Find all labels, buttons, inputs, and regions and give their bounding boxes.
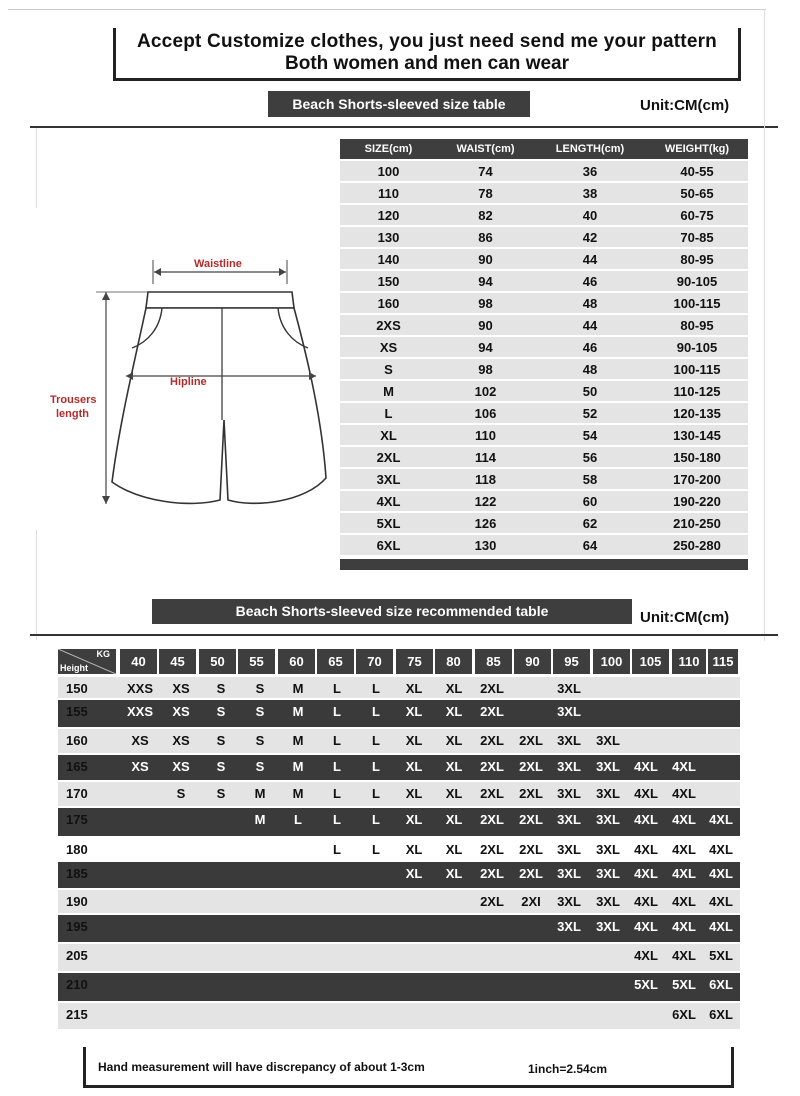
size-cell: L — [372, 759, 380, 774]
measurement-note: Hand measurement will have discrepancy of about 1-3cm — [98, 1060, 425, 1074]
size-cell: 4XL — [672, 948, 696, 963]
table-row — [340, 315, 748, 335]
table-cell: 140 — [377, 251, 400, 267]
size-cell: XXS — [126, 704, 153, 719]
height-kg-corner — [58, 649, 116, 674]
size-cell: 4XL — [672, 759, 696, 774]
size-cell: 2XL — [519, 812, 543, 827]
size-cell: 3XL — [557, 786, 581, 801]
size-cell: 2XL — [519, 866, 543, 881]
size-cell: XL — [405, 704, 423, 719]
table-cell: 2XL — [376, 449, 401, 465]
size-cell: 4XL — [672, 919, 696, 934]
size-cell: L — [333, 812, 341, 827]
size-cell: L — [333, 681, 341, 696]
size-cell: 4XL — [634, 759, 658, 774]
table-cell: 40-55 — [680, 163, 714, 179]
height-value: 210 — [66, 977, 88, 992]
size-cell: 2XI — [521, 894, 541, 909]
table-cell: 48 — [582, 361, 598, 377]
table-cell: 60-75 — [680, 207, 714, 223]
size-cell: 3XL — [596, 894, 620, 909]
size-cell: XS — [172, 759, 190, 774]
size-cell: 3XL — [596, 842, 620, 857]
table-cell: 90 — [478, 251, 493, 267]
table-cell: 48 — [582, 295, 598, 311]
table-cell: 38 — [582, 185, 598, 201]
size-cell: L — [333, 733, 341, 748]
size-cell: XL — [405, 866, 423, 881]
size-cell: S — [216, 759, 226, 774]
table-cell: 52 — [582, 405, 598, 421]
table-row — [340, 337, 748, 357]
height-value: 170 — [66, 786, 88, 801]
table-cell: 90-105 — [676, 273, 718, 289]
size-cell: M — [292, 759, 304, 774]
size-cell: 4XL — [709, 919, 733, 934]
size-cell: M — [292, 786, 304, 801]
table-cell: 94 — [478, 273, 493, 289]
size-cell: 2XL — [519, 786, 543, 801]
table-row — [340, 491, 748, 511]
table-cell: 58 — [582, 471, 598, 487]
height-value: 175 — [66, 812, 88, 827]
size-cell: 5XL — [709, 948, 733, 963]
weight-column-header: 90 — [514, 649, 551, 674]
column-header-weight: WEIGHT(kg) — [664, 143, 730, 155]
table-row — [340, 293, 748, 313]
hipline-label: Hipline — [170, 376, 207, 388]
table-cell: 44 — [582, 317, 598, 333]
table-row — [340, 359, 748, 379]
height-value: 215 — [66, 1007, 88, 1022]
size-cell: 4XL — [634, 919, 658, 934]
size-cell: 4XL — [709, 842, 733, 857]
size-cell: XL — [445, 866, 463, 881]
size-cell: XL — [445, 786, 463, 801]
size-cell: 3XL — [557, 866, 581, 881]
waistline-label: Waistline — [194, 258, 242, 270]
recommend-table-unit: Unit:CM(cm) — [640, 609, 730, 626]
table-cell: 122 — [474, 493, 497, 509]
shorts-diagram — [40, 250, 340, 520]
size-cell: XL — [405, 842, 423, 857]
size-cell: 4XL — [634, 842, 658, 857]
weight-column-header: 115 — [708, 649, 738, 674]
table-cell: S — [384, 361, 393, 377]
size-table-title: Beach Shorts-sleeved size table — [268, 91, 530, 117]
table-cell: 50 — [582, 383, 598, 399]
size-cell: 4XL — [634, 786, 658, 801]
size-cell: S — [216, 704, 226, 719]
table-cell: 44 — [582, 251, 598, 267]
size-cell: XL — [445, 704, 463, 719]
size-cell: XL — [445, 842, 463, 857]
size-cell: XS — [131, 733, 149, 748]
table-cell: 6XL — [376, 537, 401, 553]
size-cell: L — [294, 812, 302, 827]
size-cell: 3XL — [557, 759, 581, 774]
size-cell: 2XL — [480, 866, 504, 881]
size-cell: 3XL — [596, 866, 620, 881]
size-cell: 4XL — [634, 812, 658, 827]
size-cell: XL — [405, 759, 423, 774]
size-cell: S — [216, 733, 226, 748]
table-cell: 74 — [478, 163, 493, 179]
size-cell: 6XL — [709, 1007, 733, 1022]
size-cell: 2XL — [480, 681, 504, 696]
header-line-2: Both women and men can wear — [285, 53, 569, 74]
table-row — [340, 469, 748, 489]
top-border — [8, 9, 766, 10]
table-cell: 36 — [582, 163, 598, 179]
size-cell: S — [216, 786, 226, 801]
table-cell: 82 — [478, 207, 493, 223]
trousers-length-label-1: Trousers — [50, 394, 97, 406]
table-cell: 98 — [478, 295, 493, 311]
table-row — [340, 447, 748, 467]
weight-column-header: 65 — [317, 649, 354, 674]
size-cell: 2XL — [519, 759, 543, 774]
table-cell: XL — [380, 427, 397, 443]
size-cell: S — [255, 733, 265, 748]
height-value: 150 — [66, 681, 88, 696]
size-cell: XL — [445, 759, 463, 774]
height-value: 185 — [66, 866, 88, 881]
size-cell: S — [176, 786, 186, 801]
table-cell: 86 — [478, 229, 493, 245]
height-value: 190 — [66, 894, 88, 909]
size-cell: 5XL — [634, 977, 658, 992]
size-cell: 3XL — [596, 733, 620, 748]
size-cell: 3XL — [557, 704, 581, 719]
size-cell: 2XL — [519, 733, 543, 748]
size-cell: 6XL — [709, 977, 733, 992]
table-cell: 110 — [378, 185, 399, 201]
size-cell: XL — [445, 812, 463, 827]
weight-column-header: 75 — [396, 649, 433, 674]
size-cell: XL — [445, 681, 463, 696]
size-cell: S — [255, 759, 265, 774]
table-row — [340, 227, 748, 247]
table-cell: 170-200 — [673, 471, 721, 487]
size-cell: 3XL — [596, 812, 620, 827]
table-row — [340, 183, 748, 203]
table-row — [340, 161, 748, 181]
size-cell: XS — [131, 759, 149, 774]
size-cell: 4XL — [672, 866, 696, 881]
size-cell: 6XL — [672, 1007, 696, 1022]
size-cell: L — [333, 704, 341, 719]
height-label: Height — [60, 663, 88, 673]
size-cell: S — [255, 704, 265, 719]
height-value: 165 — [66, 759, 88, 774]
height-value: 180 — [66, 842, 88, 857]
size-cell: M — [292, 733, 304, 748]
table-cell: 130 — [474, 537, 497, 553]
size-cell: XXS — [126, 681, 153, 696]
size-cell: 4XL — [634, 948, 658, 963]
header-line-1: Accept Customize clothes, you just need send me your pattern — [136, 31, 717, 52]
table-cell: 210-250 — [673, 515, 721, 531]
size-cell: 3XL — [596, 786, 620, 801]
size-cell: XL — [405, 681, 423, 696]
table-cell: 100-115 — [673, 361, 721, 377]
height-value: 160 — [66, 733, 88, 748]
size-cell: 3XL — [596, 919, 620, 934]
table-cell: L — [384, 405, 393, 421]
weight-column-header: 55 — [238, 649, 275, 674]
divider-rule — [30, 126, 778, 128]
size-table-footer-bar — [340, 559, 748, 570]
recommend-table-title: Beach Shorts-sleeved size recommended table — [152, 599, 632, 624]
table-cell: 4XL — [376, 493, 401, 509]
size-cell: L — [372, 733, 380, 748]
size-cell: 4XL — [709, 866, 733, 881]
table-cell: 50-65 — [680, 185, 714, 201]
table-cell: 106 — [474, 405, 497, 421]
table-row — [340, 249, 748, 269]
size-table — [340, 139, 748, 570]
table-row — [340, 205, 748, 225]
table-row — [340, 535, 748, 555]
table-row — [340, 403, 748, 423]
table-cell: 160 — [377, 295, 400, 311]
size-cell: XL — [405, 786, 423, 801]
size-cell: L — [372, 704, 380, 719]
table-cell: 94 — [478, 339, 493, 355]
size-table-unit: Unit:CM(cm) — [640, 97, 730, 114]
height-value: 205 — [66, 948, 88, 963]
size-cell: S — [255, 681, 265, 696]
table-row — [58, 1003, 740, 1029]
left-border — [36, 128, 37, 208]
table-row — [340, 425, 748, 445]
table-cell: XS — [379, 339, 398, 355]
size-cell: 2XL — [480, 759, 504, 774]
size-cell: 2XL — [480, 842, 504, 857]
table-cell: 120 — [377, 207, 400, 223]
table-row — [340, 381, 748, 401]
right-border — [764, 9, 765, 641]
size-cell: 3XL — [557, 681, 581, 696]
table-cell: 62 — [582, 515, 598, 531]
table-cell: 78 — [478, 185, 493, 201]
table-cell: 120-135 — [673, 405, 721, 421]
weight-column-header: 100 — [593, 649, 630, 674]
table-cell: 190-220 — [673, 493, 721, 509]
table-cell: 110-125 — [673, 383, 721, 399]
size-cell: 2XL — [480, 733, 504, 748]
column-header-size: SIZE(cm) — [364, 143, 413, 155]
size-cell: 4XL — [672, 812, 696, 827]
table-cell: 100-115 — [673, 295, 721, 311]
size-cell: 3XL — [557, 842, 581, 857]
size-cell: XS — [172, 681, 190, 696]
size-cell: S — [216, 681, 226, 696]
table-cell: 54 — [582, 427, 598, 443]
size-cell: L — [372, 681, 380, 696]
size-cell: 2XL — [480, 894, 504, 909]
size-cell: 3XL — [596, 759, 620, 774]
size-cell: L — [333, 842, 341, 857]
table-cell: 150 — [377, 273, 400, 289]
table-cell: 46 — [582, 339, 598, 355]
size-cell: L — [372, 842, 380, 857]
size-table-header — [340, 139, 748, 159]
weight-column-header: 95 — [553, 649, 590, 674]
weight-column-header: 70 — [356, 649, 393, 674]
left-border — [36, 530, 37, 640]
size-cell: 4XL — [709, 812, 733, 827]
size-cell: XS — [172, 704, 190, 719]
size-cell: 2XL — [480, 812, 504, 827]
size-cell: L — [372, 786, 380, 801]
weight-column-header: 45 — [159, 649, 196, 674]
table-cell: 56 — [582, 449, 598, 465]
size-cell: XL — [405, 812, 423, 827]
inch-conversion: 1inch=2.54cm — [528, 1062, 608, 1076]
table-cell: 126 — [474, 515, 497, 531]
table-cell: 150-180 — [673, 449, 721, 465]
size-cell: 3XL — [557, 894, 581, 909]
table-cell: 60 — [582, 493, 598, 509]
size-cell: 4XL — [634, 894, 658, 909]
column-header-waist: WAIST(cm) — [456, 143, 515, 155]
size-cell: 4XL — [634, 866, 658, 881]
size-cell: XL — [445, 733, 463, 748]
size-cell: XL — [405, 733, 423, 748]
size-cell: M — [292, 704, 304, 719]
size-cell: 5XL — [672, 977, 696, 992]
table-cell: 46 — [582, 273, 598, 289]
table-cell: M — [383, 383, 394, 399]
weight-column-header: 105 — [632, 649, 669, 674]
height-value: 155 — [66, 704, 88, 719]
size-cell: 4XL — [672, 842, 696, 857]
table-cell: 90 — [478, 317, 493, 333]
table-cell: 250-280 — [673, 537, 721, 553]
size-cell: 2XL — [480, 704, 504, 719]
table-cell: 90-105 — [676, 339, 718, 355]
table-cell: 5XL — [376, 515, 401, 531]
table-cell: 42 — [582, 229, 598, 245]
size-cell: M — [254, 786, 266, 801]
table-row — [340, 513, 748, 533]
size-cell: L — [372, 812, 380, 827]
weight-column-header: 110 — [672, 649, 706, 674]
weight-column-header: 50 — [199, 649, 236, 674]
table-cell: 98 — [478, 361, 493, 377]
size-cell: 4XL — [709, 894, 733, 909]
size-cell: XS — [172, 733, 190, 748]
weight-column-header: 80 — [435, 649, 472, 674]
trousers-length-label-2: length — [56, 408, 89, 420]
size-cell: M — [254, 812, 266, 827]
table-cell: 114 — [475, 449, 496, 465]
size-cell: 3XL — [557, 733, 581, 748]
table-cell: 130 — [377, 229, 400, 245]
column-header-length: LENGTH(cm) — [555, 143, 625, 155]
size-cell: 4XL — [672, 894, 696, 909]
table-cell: 70-85 — [680, 229, 714, 245]
size-cell: 3XL — [557, 812, 581, 827]
weight-column-header: 60 — [278, 649, 315, 674]
size-table-body — [340, 161, 748, 555]
weight-column-header: 40 — [120, 649, 157, 674]
size-cell: L — [333, 786, 341, 801]
size-cell: 3XL — [557, 919, 581, 934]
size-cell: 2XL — [519, 842, 543, 857]
weight-column-header: 85 — [475, 649, 512, 674]
table-row — [340, 271, 748, 291]
table-cell: 64 — [582, 537, 598, 553]
table-cell: 102 — [474, 383, 497, 399]
table-cell: 2XS — [376, 317, 401, 333]
table-cell: 40 — [582, 207, 598, 223]
table-cell: 118 — [475, 471, 496, 487]
size-cell: M — [292, 681, 304, 696]
table-cell: 80-95 — [680, 317, 714, 333]
table-cell: 3XL — [376, 471, 401, 487]
height-value: 195 — [66, 919, 88, 934]
table-cell: 110 — [475, 427, 496, 443]
size-cell: 4XL — [672, 786, 696, 801]
table-cell: 100 — [377, 163, 400, 179]
kg-label: KG — [96, 649, 110, 659]
table-cell: 130-145 — [673, 427, 721, 443]
size-cell: L — [333, 759, 341, 774]
divider-rule — [30, 634, 778, 636]
size-cell: 2XL — [480, 786, 504, 801]
table-cell: 80-95 — [680, 251, 714, 267]
